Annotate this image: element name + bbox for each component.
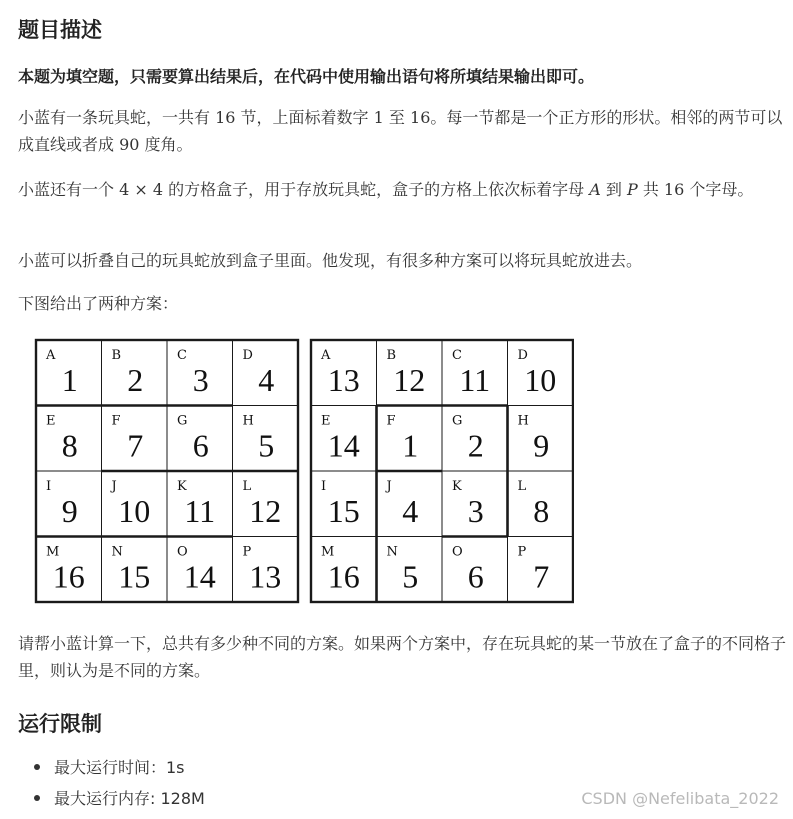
cell-number: 12 — [249, 493, 282, 529]
cell-number: 2 — [127, 362, 144, 398]
cell-letter: D — [517, 348, 528, 363]
cell-number: 16 — [327, 558, 360, 595]
math-grid-size: 4 × 4 — [119, 180, 164, 199]
cell-number: 7 — [533, 558, 550, 595]
cell-number: 13 — [249, 558, 282, 595]
cell-letter: J — [386, 479, 392, 494]
cell-letter: O — [177, 544, 188, 560]
math-letter-p: P — [626, 180, 638, 199]
cell-number: 10 — [524, 362, 557, 398]
cell-letter: C — [177, 348, 187, 363]
cell-number: 6 — [467, 558, 484, 595]
cell-letter: C — [452, 348, 462, 363]
cell-number: 14 — [327, 427, 360, 464]
cell-number: 4 — [402, 493, 419, 529]
cell-letter: K — [452, 479, 462, 494]
cell-number: 16 — [52, 558, 85, 595]
cell-letter: H — [517, 413, 529, 429]
cell-letter: F — [386, 413, 396, 429]
paragraph-question: 请帮小蓝计算一下，总共有多少种不同的方案。如果两个方案中，存在玩具蛇的某一节放在了盒子的不同格子里，则认为是不同的方案。 — [18, 634, 787, 680]
paragraph-snake-description: 小蓝有一条玩具蛇，一共有 16 节，上面标着数字 1 至 16。每一节都是一个正方形的形状。相邻的两节可以成直线或者成 90 度角。 — [18, 108, 783, 154]
cell-letter: E — [46, 413, 56, 429]
bullet-dot — [34, 795, 40, 801]
cell-letter: B — [386, 348, 397, 363]
cell-number: 9 — [61, 493, 78, 529]
snake-placement-figure — [34, 338, 574, 606]
limit-memory: 最大运行内存: 128M — [18, 783, 205, 814]
cell-number: 1 — [61, 362, 78, 398]
snake-grid-1 — [36, 340, 298, 602]
cell-letter: M — [321, 544, 335, 560]
limit-time: 最大运行时间：1s — [18, 752, 205, 783]
cell-letter: B — [111, 348, 122, 363]
paragraph-box-description: 小蓝还有一个 4 × 4 的方格盒子，用于存放玩具蛇，盒子的方格上依次标着字母 A 到 P 共 16 个字母。 — [18, 180, 754, 199]
paragraph-folding: 小蓝可以折叠自己的玩具蛇放到盒子里面。他发现，有很多种方案可以将玩具蛇放进去。 — [18, 251, 643, 270]
cell-letter: F — [111, 413, 121, 429]
cell-letter: P — [242, 544, 252, 560]
csdn-watermark: CSDN @Nefelibata_2022 — [581, 789, 779, 808]
number-sixteen-2: 16 — [410, 108, 431, 127]
cell-number: 12 — [393, 362, 426, 398]
number-sixteen-3: 16 — [663, 180, 685, 199]
cell-number: 2 — [467, 427, 484, 464]
cell-number: 11 — [459, 362, 491, 398]
cell-number: 14 — [183, 558, 216, 595]
cell-number: 8 — [533, 493, 550, 529]
number-sixteen: 16 — [215, 108, 236, 127]
cell-letter: I — [46, 479, 52, 494]
cell-letter: E — [321, 413, 331, 429]
cell-letter: L — [242, 479, 252, 494]
cell-number: 13 — [327, 362, 360, 398]
cell-letter: J — [111, 479, 117, 494]
cell-number: 4 — [258, 362, 275, 398]
cell-letter: G — [452, 413, 463, 429]
cell-number: 5 — [258, 427, 275, 464]
cell-number: 8 — [61, 427, 78, 464]
cell-letter: H — [242, 413, 254, 429]
cell-letter: A — [46, 348, 56, 363]
page-title: 题目描述 — [18, 18, 102, 42]
cell-number: 10 — [118, 493, 151, 529]
cell-number: 9 — [533, 427, 550, 464]
cell-number: 3 — [192, 362, 209, 398]
cell-number: 1 — [402, 427, 419, 464]
number-ninety: 90 — [119, 135, 140, 154]
cell-number: 15 — [118, 558, 151, 595]
cell-number: 6 — [192, 427, 209, 464]
cell-number: 3 — [467, 493, 484, 529]
cell-letter: N — [111, 544, 123, 560]
cell-letter: D — [242, 348, 253, 363]
snake-grid-2 — [311, 340, 573, 602]
cell-letter: K — [177, 479, 187, 494]
limits-list — [18, 752, 205, 814]
cell-number: 7 — [127, 427, 144, 464]
cell-letter: I — [321, 479, 327, 494]
cell-letter: M — [46, 544, 60, 560]
cell-number: 5 — [402, 558, 419, 595]
cell-letter: O — [452, 544, 463, 560]
cell-letter: N — [386, 544, 398, 560]
cell-letter: L — [517, 479, 527, 494]
cell-number: 11 — [184, 493, 216, 529]
paragraph-figure-intro: 下图给出了两种方案： — [18, 294, 179, 313]
number-one: 1 — [373, 108, 384, 127]
bullet-dot — [34, 764, 40, 770]
math-letter-a: A — [589, 180, 601, 199]
snake-grids-svg — [34, 338, 574, 606]
fill-in-instruction: 本题为填空题，只需要算出结果后，在代码中使用输出语句将所填结果输出即可。 — [18, 67, 595, 86]
cell-letter: G — [177, 413, 188, 429]
cell-number: 15 — [327, 493, 360, 529]
section-title-limits: 运行限制 — [18, 712, 102, 736]
cell-letter: A — [321, 348, 331, 363]
cell-letter: P — [517, 544, 527, 560]
